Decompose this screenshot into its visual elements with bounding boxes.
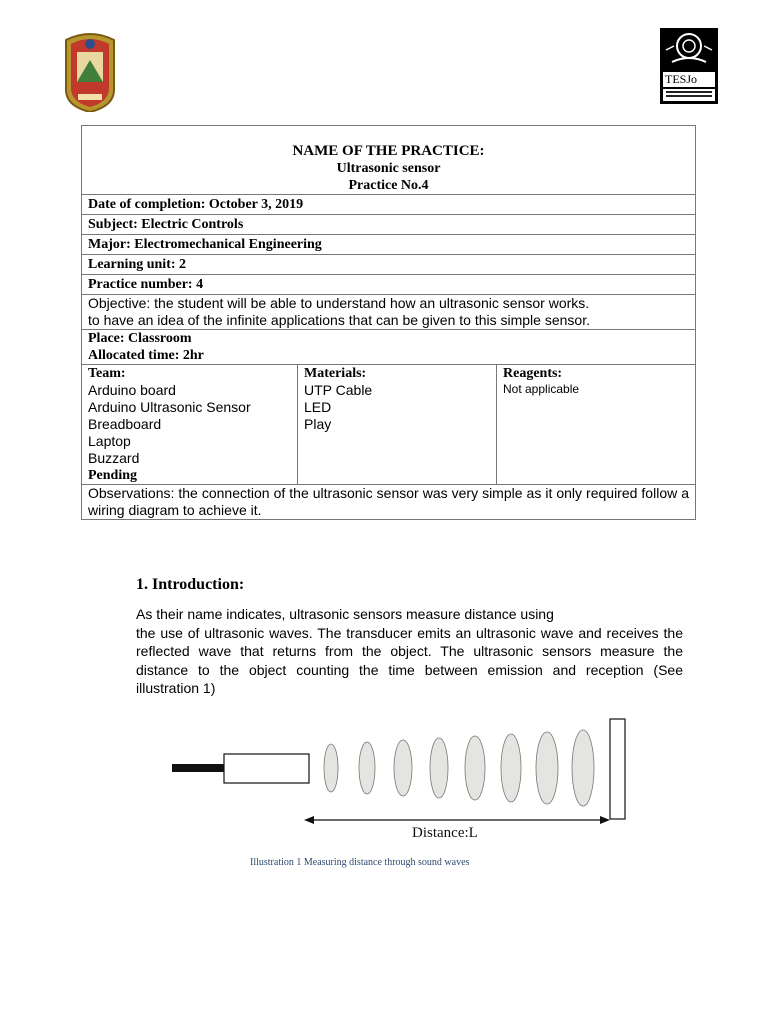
sound-wave: [359, 742, 375, 794]
sensor-body: [224, 754, 309, 783]
practice-header-cell: [82, 126, 696, 195]
tesjo-subtitle-band: [663, 89, 715, 101]
place-text: Place: Classroom: [88, 331, 192, 346]
subject-row: Subject: Electric Controls: [82, 215, 696, 235]
material-item: UTP Cable: [304, 382, 373, 398]
sound-wave: [430, 738, 448, 798]
tesjo-label: TESJo: [663, 72, 715, 87]
pending-label: Pending: [88, 468, 138, 483]
materials-cell: [298, 365, 497, 485]
arrow-head-right: [600, 816, 610, 824]
objective-row: [82, 295, 696, 330]
objective-line-2: to have an idea of the infinite applications that can be given to this simple sensor.: [88, 312, 590, 328]
target-object: [610, 719, 625, 819]
introduction-body: [136, 605, 683, 698]
practice-no: Practice No.4: [348, 178, 429, 193]
team-item: Buzzard: [88, 450, 140, 466]
practice-number-row: Practice number: 4: [82, 275, 696, 295]
reagents-value: Not applicable: [503, 382, 580, 396]
sensor-cable: [172, 764, 224, 772]
sound-wave: [324, 744, 338, 792]
introduction-paragraph: the use of ultrasonic waves. The transducer emits an ultrasonic wave and receives the reflected wave that returns from the object. The ultrasonic sensors measure the distance to the object counting the time between emission and reception (See illustration 1): [136, 624, 683, 696]
allocated-time-text: Allocated time: 2hr: [88, 348, 204, 363]
team-item: Arduino Ultrasonic Sensor: [88, 399, 251, 415]
objective-line-1: Objective: the student will be able to understand how an ultrasonic sensor works.: [88, 295, 590, 311]
arrow-head-left: [304, 816, 314, 824]
sound-wave: [536, 732, 558, 804]
team-item: Breadboard: [88, 416, 162, 432]
practice-name: Ultrasonic sensor: [336, 161, 441, 176]
sound-wave: [394, 740, 412, 796]
illustration-caption: Illustration 1 Measuring distance through sound waves: [250, 857, 470, 868]
sound-wave: [465, 736, 485, 800]
team-item: Laptop: [88, 433, 131, 449]
team-item: Arduino board: [88, 382, 176, 398]
team-label: Team:: [88, 366, 126, 381]
state-coat-of-arms-logo: [60, 30, 120, 112]
practice-title: NAME OF THE PRACTICE:: [292, 143, 485, 159]
introduction-line-1: As their name indicates, ultrasonic sensors measure distance using: [136, 606, 554, 622]
place-time-row: [82, 330, 696, 365]
material-item: Play: [304, 416, 332, 432]
materials-label: Materials:: [304, 366, 367, 381]
learning-unit-row: Learning unit: 2: [82, 255, 696, 275]
practice-info-table: [81, 125, 696, 520]
distance-illustration: [160, 710, 640, 845]
tesjo-logo: [660, 28, 718, 104]
major-row: Major: Electromechanical Engineering: [82, 235, 696, 255]
date-row: Date of completion: October 3, 2019: [82, 195, 696, 215]
reagents-label: Reagents:: [503, 366, 563, 381]
distance-label: Distance:L: [412, 825, 478, 841]
team-cell: [82, 365, 298, 485]
sound-wave: [501, 734, 521, 802]
introduction-heading: 1. Introduction:: [136, 576, 245, 593]
material-item: LED: [304, 399, 332, 415]
sound-wave: [572, 730, 594, 806]
observations-row: Observations: the connection of the ultrasonic sensor was very simple as it only required follow a wiring diagram to achieve it.: [82, 485, 696, 520]
reagents-cell: [497, 365, 696, 485]
